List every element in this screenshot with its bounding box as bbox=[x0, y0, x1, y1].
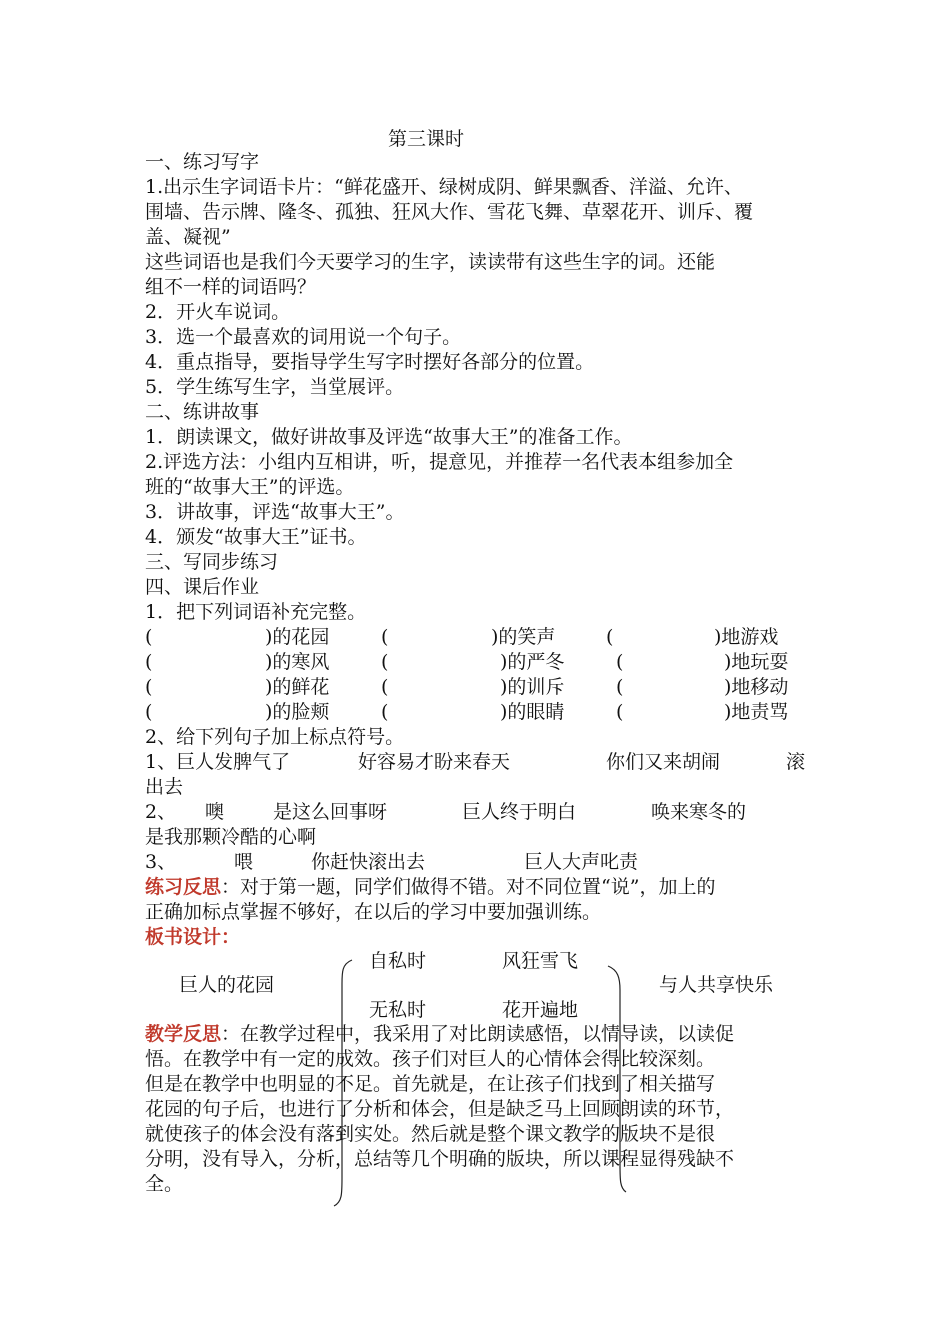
blank-open: ( bbox=[381, 626, 389, 648]
text-line: 3．讲故事，评选“故事大王”。 bbox=[145, 501, 405, 523]
text-line: 组不一样的词语吗？ bbox=[145, 276, 317, 298]
text-line: 花园的句子后，也进行了分析和体会，但是缺乏马上回顾朗读的环节， bbox=[145, 1098, 735, 1120]
board-bottom-left: 无私时 bbox=[369, 999, 427, 1021]
board-top-left: 自私时 bbox=[369, 950, 427, 972]
teaching-reflection bbox=[145, 1022, 825, 1047]
blank-term: )地移动 bbox=[724, 676, 789, 698]
sentence-2-continued: 是我那颗冷酷的心啊 bbox=[145, 826, 317, 848]
board-bottom-right: 花开遍地 bbox=[502, 999, 579, 1021]
blank-term: )地责骂 bbox=[724, 701, 789, 723]
text-line: 就使孩子的体会没有落到实处。然后就是整个课文教学的版块不是很 bbox=[145, 1123, 716, 1145]
section-heading-2: 二、练讲故事 bbox=[145, 401, 260, 423]
blank-term: )的严冬 bbox=[500, 651, 565, 673]
board-design-heading bbox=[145, 925, 825, 950]
text-line: 1.出示生字词语卡片：“鲜花盛开、绿树成阴、鲜果飘香、洋溢、允许、 bbox=[145, 176, 743, 198]
board-design-label: 板书设计 bbox=[145, 926, 222, 948]
teaching-reflection-label: 教学反思 bbox=[145, 1023, 222, 1045]
blank-term: )的寒风 bbox=[265, 651, 330, 673]
text-line: 围墙、告示牌、隆冬、孤独、狂风大作、雪花飞舞、草翠花开、训斥、覆 bbox=[145, 201, 754, 223]
sentence-1-part: 滚 bbox=[786, 751, 806, 773]
blank-term: )地玩耍 bbox=[724, 651, 789, 673]
section-heading-4: 四、课后作业 bbox=[145, 576, 260, 598]
blank-open: ( bbox=[381, 676, 389, 698]
blank-term: )的脸颊 bbox=[265, 701, 330, 723]
blank-open: ( bbox=[616, 701, 624, 723]
text-line: 2.评选方法：小组内互相讲，听，提意见，并推荐一名代表本组参加全 bbox=[145, 451, 734, 473]
text-line: 正确加标点掌握不够好，在以后的学习中要加强训练。 bbox=[145, 901, 602, 923]
blank-open: ( bbox=[616, 676, 624, 698]
sentence-1-part: 1、巨人发脾气了 bbox=[145, 751, 291, 773]
blank-term: )的鲜花 bbox=[265, 676, 330, 698]
board-right-text: 与人共享快乐 bbox=[659, 974, 774, 996]
text-line: 2．开火车说词。 bbox=[145, 301, 291, 323]
practice-reflection bbox=[145, 875, 825, 900]
board-design-colon: ： bbox=[221, 926, 241, 948]
text-line: 4．颁发“故事大王”证书。 bbox=[145, 526, 367, 548]
sentence-3-part: 你赶快滚出去 bbox=[311, 851, 426, 873]
section-heading-1: 一、练习写字 bbox=[145, 151, 260, 173]
text-line: 但是在教学中也明显的不足。首先就是，在让孩子们找到了相关描写 bbox=[145, 1073, 716, 1095]
blank-open: ( bbox=[145, 626, 153, 648]
text-line: 1．把下列词语补充完整。 bbox=[145, 601, 367, 623]
blank-open: ( bbox=[145, 701, 153, 723]
text-line: 4．重点指导，要指导学生写字时摆好各部分的位置。 bbox=[145, 351, 595, 373]
practice-reflection-label: 练习反思 bbox=[145, 876, 222, 898]
blank-open: ( bbox=[145, 676, 153, 698]
sentence-2-part: 巨人终于明白 bbox=[462, 801, 577, 823]
punctuation-heading: 2、给下列句子加上标点符号。 bbox=[145, 726, 405, 748]
blank-open: ( bbox=[616, 651, 624, 673]
blank-term: )的花园 bbox=[265, 626, 330, 648]
teaching-reflection-text: ：在教学过程中，我采用了对比朗读感悟，以情导读，以读促 bbox=[221, 1023, 735, 1045]
blank-open: ( bbox=[381, 701, 389, 723]
blank-open: ( bbox=[145, 651, 153, 673]
sentence-3-part: 喂 bbox=[234, 851, 254, 873]
sentence-2-part: 唤来寒冬的 bbox=[651, 801, 747, 823]
text-line: 盖、凝视” bbox=[145, 226, 231, 248]
text-line: 3．选一个最喜欢的词用说一个句子。 bbox=[145, 326, 462, 348]
sentence-1-continued: 出去 bbox=[145, 776, 184, 798]
text-line: 班的“故事大王”的评选。 bbox=[145, 476, 355, 498]
sentence-3-part: 3、 bbox=[145, 851, 177, 873]
text-line: 全。 bbox=[145, 1173, 184, 1195]
section-heading-3: 三、写同步练习 bbox=[145, 551, 279, 573]
blank-open: ( bbox=[381, 651, 389, 673]
blank-term: )地游戏 bbox=[714, 626, 779, 648]
sentence-2-part: 2、 bbox=[145, 801, 177, 823]
practice-reflection-text: ：对于第一题，同学们做得不错。对不同位置“说”，加上的 bbox=[221, 876, 716, 898]
sentence-1-part: 好容易才盼来春天 bbox=[358, 751, 511, 773]
blank-term: )的笑声 bbox=[491, 626, 556, 648]
sentence-2-part: 噢 bbox=[205, 801, 225, 823]
board-center-title: 巨人的花园 bbox=[179, 974, 275, 996]
blank-open: ( bbox=[606, 626, 614, 648]
text-line: 5．学生练写生字，当堂展评。 bbox=[145, 376, 405, 398]
text-line: 悟。在教学中有一定的成效。孩子们对巨人的心情体会得比较深刻。 bbox=[145, 1048, 716, 1070]
blank-term: )的训斥 bbox=[500, 676, 565, 698]
text-line: 1．朗读课文，做好讲故事及评选“故事大王”的准备工作。 bbox=[145, 426, 633, 448]
board-top-right: 风狂雪飞 bbox=[502, 950, 579, 972]
sentence-3-part: 巨人大声叱责 bbox=[524, 851, 639, 873]
blank-term: )的眼睛 bbox=[500, 701, 565, 723]
sentence-2-part: 是这么回事呀 bbox=[273, 801, 388, 823]
text-line: 分明，没有导入，分析，总结等几个明确的版块，所以课程显得残缺不 bbox=[145, 1148, 735, 1170]
lesson-title: 第三课时 bbox=[388, 128, 465, 150]
text-line: 这些词语也是我们今天要学习的生字，读读带有这些生字的词。还能 bbox=[145, 251, 716, 273]
sentence-1-part: 你们又来胡闹 bbox=[606, 751, 721, 773]
